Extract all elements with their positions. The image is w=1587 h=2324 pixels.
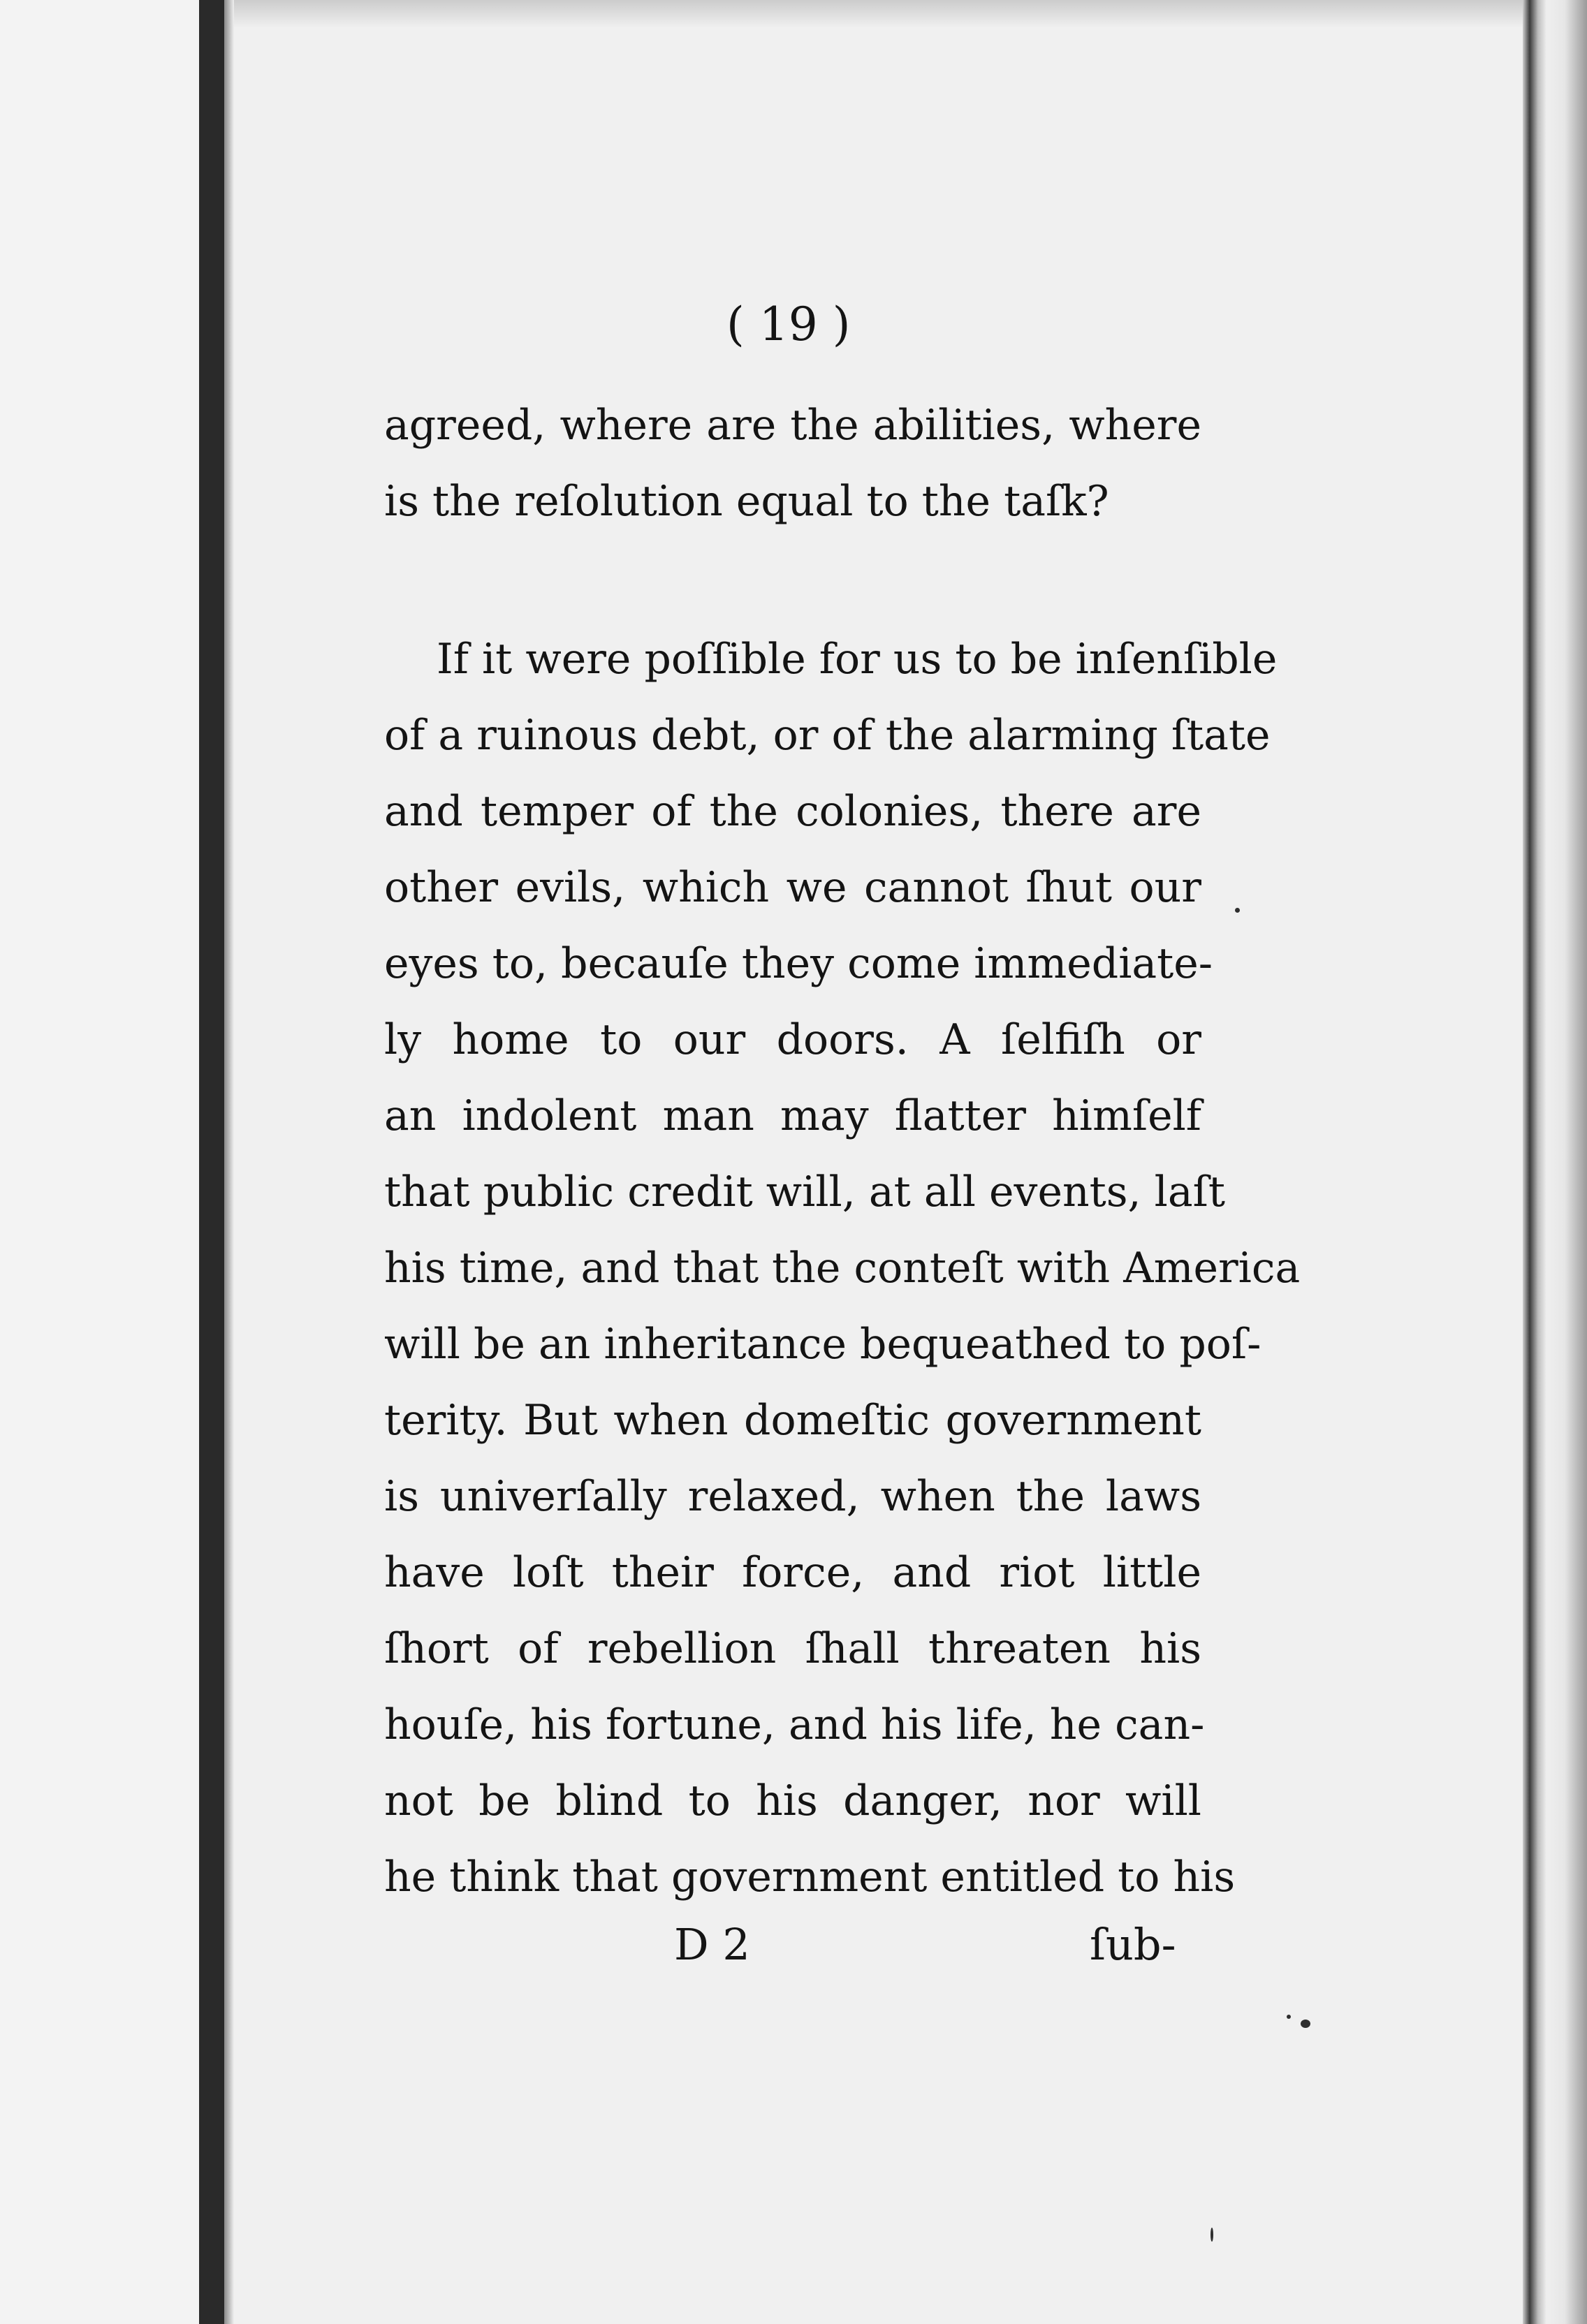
ink-speck xyxy=(1287,2015,1291,2019)
text-line: he think that government entitled to his xyxy=(384,1853,1236,1902)
signature-mark: D 2 xyxy=(674,1919,750,1970)
text-line: and temper of the colonies, there are xyxy=(384,787,1201,836)
text-line: will be an inheritance bequeathed to poſ- xyxy=(384,1320,1261,1369)
text-line: an indolent man may flatter himſelf xyxy=(384,1091,1201,1140)
text-line: not be blind to his danger, nor will xyxy=(384,1777,1201,1825)
page-fore-edge xyxy=(1523,0,1587,2324)
text-line: agreed, where are the abilities, where xyxy=(384,401,1201,450)
text-line: his time, and that the conteſt with America xyxy=(384,1244,1301,1293)
text-line: have loſt their force, and riot little xyxy=(384,1548,1201,1597)
text-line: ly home to our doors. A ſelfiſh or xyxy=(384,1015,1201,1064)
ink-speck xyxy=(1211,2228,1213,2242)
binding-gutter xyxy=(199,0,224,2324)
text-line: is univerſally relaxed, when the laws xyxy=(384,1472,1201,1521)
catchword: ſub- xyxy=(1090,1919,1176,1970)
gutter-shadow xyxy=(224,0,234,2324)
text-line: If it were poſſible for us to be inſenſible xyxy=(437,635,1278,684)
text-line: eyes to, becauſe they come immediate- xyxy=(384,939,1213,988)
text-line: of a ruinous debt, or of the alarming ſtate xyxy=(384,711,1271,760)
text-line: ſhort of rebellion ſhall threaten his xyxy=(384,1624,1201,1673)
text-line: that public credit will, at all events, laſt xyxy=(384,1168,1225,1216)
page-top-edge xyxy=(234,0,1523,28)
text-line: houſe, his fortune, and his life, he can- xyxy=(384,1700,1205,1749)
text-line: is the reſolution equal to the taſk? xyxy=(384,477,1109,526)
page-number: ( 19 ) xyxy=(726,297,851,351)
ink-speck xyxy=(1301,2020,1310,2028)
text-line: terity. But when domeſtic government xyxy=(384,1396,1201,1445)
facing-page-edge xyxy=(0,0,199,2324)
text-line: other evils, which we cannot ſhut our xyxy=(384,863,1201,912)
ink-speck xyxy=(1235,908,1240,913)
